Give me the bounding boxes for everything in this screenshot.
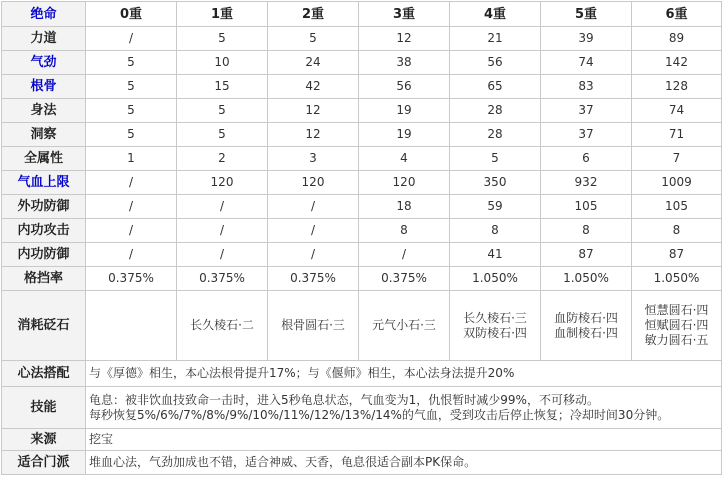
stat-value: 42 xyxy=(268,75,359,99)
stone-name: 恒慧圆石·四 xyxy=(644,303,709,317)
stat-value: 1 xyxy=(86,147,177,171)
stat-value: 1.050% xyxy=(541,267,632,291)
stat-row xyxy=(2,267,722,291)
stat-value: 19 xyxy=(359,99,450,123)
stat-value: 59 xyxy=(450,195,541,219)
stat-value: 18 xyxy=(359,195,450,219)
stone-name: 根骨圆石·三 xyxy=(281,318,345,332)
stat-row xyxy=(2,147,722,171)
stat-value: 41 xyxy=(450,243,541,267)
sect-row xyxy=(2,451,722,475)
stat-value: 120 xyxy=(359,171,450,195)
stat-value: / xyxy=(177,243,268,267)
stat-row xyxy=(2,219,722,243)
stat-row xyxy=(2,243,722,267)
stat-value: 21 xyxy=(450,27,541,51)
stat-value: 1009 xyxy=(632,171,722,195)
stat-value: 5 xyxy=(86,99,177,123)
stat-value: / xyxy=(268,195,359,219)
stat-value: 5 xyxy=(268,27,359,51)
stat-value: 7 xyxy=(632,147,722,171)
stat-value: 0.375% xyxy=(359,267,450,291)
stat-value: 5 xyxy=(177,27,268,51)
stat-value: 71 xyxy=(632,123,722,147)
stat-value: 932 xyxy=(541,171,632,195)
stones-cell xyxy=(268,291,359,361)
pairing-label: 心法搭配 xyxy=(2,361,86,387)
stones-cell xyxy=(450,291,541,361)
stat-value: 6 xyxy=(541,147,632,171)
stat-row xyxy=(2,123,722,147)
stat-label: 格挡率 xyxy=(2,267,86,291)
skill-line: 龟息：被非饮血技致命一击时，进入5秒龟息状态，气血变为1，仇恨暂时减少99%，不可移动。 xyxy=(89,392,599,407)
stat-value: 28 xyxy=(450,99,541,123)
skill-text xyxy=(86,387,722,429)
stones-cell xyxy=(86,291,177,361)
stat-value: / xyxy=(268,243,359,267)
stat-value: 24 xyxy=(268,51,359,75)
stat-value: 0.375% xyxy=(268,267,359,291)
stat-value: 8 xyxy=(541,219,632,243)
stat-value: 12 xyxy=(359,27,450,51)
level-header: 6重 xyxy=(632,2,722,27)
stat-value: 8 xyxy=(359,219,450,243)
stat-value: / xyxy=(86,243,177,267)
heart-method-table xyxy=(1,1,722,475)
stat-label: 外功防御 xyxy=(2,195,86,219)
stat-value: 39 xyxy=(541,27,632,51)
stat-value: 37 xyxy=(541,123,632,147)
stat-value: 120 xyxy=(177,171,268,195)
stones-cell xyxy=(359,291,450,361)
stat-value: 105 xyxy=(541,195,632,219)
pairing-text: 与《厚德》相生，本心法根骨提升17%；与《偃师》相生，本心法身法提升20% xyxy=(86,361,722,387)
stat-row xyxy=(2,27,722,51)
stat-row xyxy=(2,75,722,99)
stat-value: 5 xyxy=(450,147,541,171)
stat-value: 0.375% xyxy=(86,267,177,291)
stat-value: 3 xyxy=(268,147,359,171)
stat-row xyxy=(2,51,722,75)
stat-value: 8 xyxy=(450,219,541,243)
stat-value: 5 xyxy=(177,123,268,147)
stat-label: 力道 xyxy=(2,27,86,51)
table-body xyxy=(2,2,722,475)
stat-value: 74 xyxy=(632,99,722,123)
stat-value: / xyxy=(268,219,359,243)
stat-value: 120 xyxy=(268,171,359,195)
stat-value: 142 xyxy=(632,51,722,75)
stat-value: / xyxy=(86,171,177,195)
stat-label: 洞察 xyxy=(2,123,86,147)
stat-value: 38 xyxy=(359,51,450,75)
stat-value: 87 xyxy=(632,243,722,267)
stat-value: 12 xyxy=(268,123,359,147)
stat-label: 身法 xyxy=(2,99,86,123)
stat-label: 气劲 xyxy=(2,51,86,75)
stat-value: 74 xyxy=(541,51,632,75)
stat-value: 12 xyxy=(268,99,359,123)
stat-label: 气血上限 xyxy=(2,171,86,195)
source-text: 挖宝 xyxy=(86,429,722,451)
stone-name: 恒赋圆石·四 xyxy=(644,318,709,332)
stat-value: 128 xyxy=(632,75,722,99)
stat-value: 56 xyxy=(359,75,450,99)
stat-value: 56 xyxy=(450,51,541,75)
stat-value: / xyxy=(177,219,268,243)
stat-value: 10 xyxy=(177,51,268,75)
stat-label: 根骨 xyxy=(2,75,86,99)
stat-value: / xyxy=(86,219,177,243)
level-header: 2重 xyxy=(268,2,359,27)
stat-value: 37 xyxy=(541,99,632,123)
stat-value: 1.050% xyxy=(632,267,722,291)
stat-value: 1.050% xyxy=(450,267,541,291)
stone-name: 元气小石·三 xyxy=(372,318,436,332)
stone-name: 血制棱石·四 xyxy=(554,325,618,340)
stones-cell xyxy=(177,291,268,361)
skill-label: 技能 xyxy=(2,387,86,429)
stones-cell xyxy=(541,291,632,361)
sect-label: 适合门派 xyxy=(2,451,86,475)
stat-value: 2 xyxy=(177,147,268,171)
stat-label: 全属性 xyxy=(2,147,86,171)
stat-value: / xyxy=(86,27,177,51)
stones-label: 消耗砭石 xyxy=(2,291,86,361)
pairing-row xyxy=(2,361,722,387)
stat-value: 5 xyxy=(86,51,177,75)
stone-name: 血防棱石·四 xyxy=(554,310,618,325)
stone-name: 双防棱石·四 xyxy=(463,325,527,340)
stat-value: 19 xyxy=(359,123,450,147)
stat-value: 8 xyxy=(632,219,722,243)
stone-name: 敏力圆石·五 xyxy=(644,333,709,347)
stone-name: 长久棱石·二 xyxy=(190,318,254,332)
stat-value: 83 xyxy=(541,75,632,99)
level-header: 5重 xyxy=(541,2,632,27)
stat-label: 内功攻击 xyxy=(2,219,86,243)
stat-value: 5 xyxy=(177,99,268,123)
stat-row xyxy=(2,171,722,195)
stones-cell xyxy=(632,291,722,361)
level-header: 0重 xyxy=(86,2,177,27)
stat-value: 89 xyxy=(632,27,722,51)
source-row xyxy=(2,429,722,451)
stat-value: 4 xyxy=(359,147,450,171)
stat-value: 5 xyxy=(86,123,177,147)
stat-value: 65 xyxy=(450,75,541,99)
stat-value: / xyxy=(359,243,450,267)
stat-row xyxy=(2,99,722,123)
stat-value: / xyxy=(86,195,177,219)
stones-row xyxy=(2,291,722,361)
stat-value: 350 xyxy=(450,171,541,195)
source-label: 来源 xyxy=(2,429,86,451)
level-header: 4重 xyxy=(450,2,541,27)
stat-value: 0.375% xyxy=(177,267,268,291)
skill-line: 每秒恢复5%/6%/7%/8%/9%/10%/11%/12%/13%/14%的气血，受到攻击后停止恢复；冷却时间30分钟。 xyxy=(89,407,670,422)
header-row xyxy=(2,2,722,27)
stat-value: 5 xyxy=(86,75,177,99)
stat-value: 15 xyxy=(177,75,268,99)
stat-row xyxy=(2,195,722,219)
skill-row xyxy=(2,387,722,429)
stat-value: 87 xyxy=(541,243,632,267)
sect-text: 堆血心法，气劲加成也不错，适合神威、天香，龟息很适合副本PK保命。 xyxy=(86,451,722,475)
stat-value: 105 xyxy=(632,195,722,219)
level-header: 3重 xyxy=(359,2,450,27)
stat-value: / xyxy=(177,195,268,219)
stat-label: 内功防御 xyxy=(2,243,86,267)
corner-cell: 绝命 xyxy=(2,2,86,27)
stone-name: 长久棱石·三 xyxy=(463,310,527,325)
level-header: 1重 xyxy=(177,2,268,27)
stat-value: 28 xyxy=(450,123,541,147)
